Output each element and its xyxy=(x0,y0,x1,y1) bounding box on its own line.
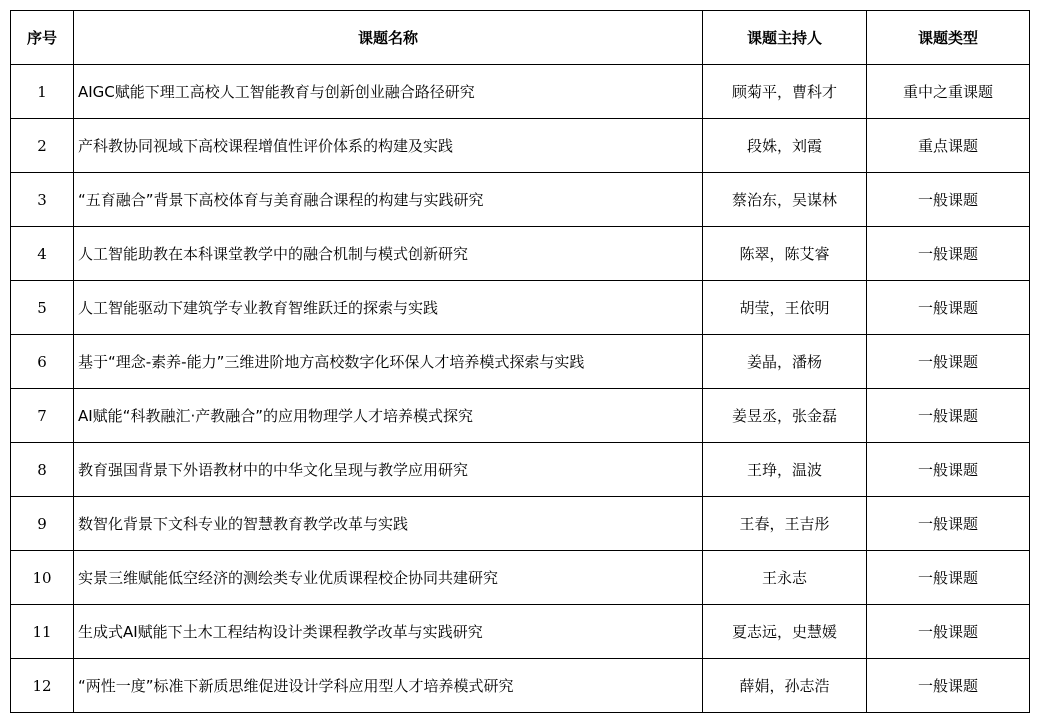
cell-host: 蔡治东，吴谋林 xyxy=(703,173,867,227)
cell-name: 生成式AI赋能下土木工程结构设计类课程教学改革与实践研究 xyxy=(74,605,703,659)
cell-name: AI赋能“科教融汇·产教融合”的应用物理学人才培养模式探究 xyxy=(74,389,703,443)
cell-type: 重点课题 xyxy=(867,119,1030,173)
cell-type: 一般课题 xyxy=(867,551,1030,605)
cell-no: 2 xyxy=(11,119,74,173)
cell-host: 姜昱丞，张金磊 xyxy=(703,389,867,443)
cell-name: 教育强国背景下外语教材中的中华文化呈现与教学应用研究 xyxy=(74,443,703,497)
cell-no: 4 xyxy=(11,227,74,281)
header-host: 课题主持人 xyxy=(703,11,867,65)
projects-table xyxy=(10,10,1030,713)
cell-no: 11 xyxy=(11,605,74,659)
cell-name: 基于“理念-素养-能力”三维进阶地方高校数字化环保人才培养模式探索与实践 xyxy=(74,335,703,389)
cell-name: 产科教协同视域下高校课程增值性评价体系的构建及实践 xyxy=(74,119,703,173)
table-row xyxy=(11,335,1030,389)
cell-host: 姜晶，潘杨 xyxy=(703,335,867,389)
table-row xyxy=(11,227,1030,281)
cell-type: 一般课题 xyxy=(867,497,1030,551)
cell-no: 1 xyxy=(11,65,74,119)
cell-name: “两性一度”标准下新质思维促进设计学科应用型人才培养模式研究 xyxy=(74,659,703,713)
table-row xyxy=(11,497,1030,551)
cell-host: 胡莹，王依明 xyxy=(703,281,867,335)
cell-host: 王永志 xyxy=(703,551,867,605)
cell-host: 薛娟，孙志浩 xyxy=(703,659,867,713)
cell-host: 王琤，温波 xyxy=(703,443,867,497)
table-row xyxy=(11,551,1030,605)
cell-type: 重中之重课题 xyxy=(867,65,1030,119)
cell-host: 顾菊平，曹科才 xyxy=(703,65,867,119)
table-row xyxy=(11,659,1030,713)
header-name: 课题名称 xyxy=(74,11,703,65)
table-row xyxy=(11,119,1030,173)
header-row xyxy=(11,11,1030,65)
cell-no: 10 xyxy=(11,551,74,605)
cell-no: 6 xyxy=(11,335,74,389)
cell-type: 一般课题 xyxy=(867,173,1030,227)
cell-name: “五育融合”背景下高校体育与美育融合课程的构建与实践研究 xyxy=(74,173,703,227)
cell-no: 12 xyxy=(11,659,74,713)
table-row xyxy=(11,65,1030,119)
cell-type: 一般课题 xyxy=(867,659,1030,713)
table-row xyxy=(11,173,1030,227)
header-no: 序号 xyxy=(11,11,74,65)
cell-host: 陈翠，陈艾睿 xyxy=(703,227,867,281)
cell-type: 一般课题 xyxy=(867,443,1030,497)
cell-type: 一般课题 xyxy=(867,389,1030,443)
cell-no: 7 xyxy=(11,389,74,443)
cell-host: 王春，王吉彤 xyxy=(703,497,867,551)
cell-type: 一般课题 xyxy=(867,605,1030,659)
table-row xyxy=(11,443,1030,497)
cell-no: 9 xyxy=(11,497,74,551)
cell-host: 段姝，刘霞 xyxy=(703,119,867,173)
table-row xyxy=(11,605,1030,659)
cell-no: 8 xyxy=(11,443,74,497)
cell-name: 实景三维赋能低空经济的测绘类专业优质课程校企协同共建研究 xyxy=(74,551,703,605)
table-row xyxy=(11,389,1030,443)
header-type: 课题类型 xyxy=(867,11,1030,65)
cell-name: AIGC赋能下理工高校人工智能教育与创新创业融合路径研究 xyxy=(74,65,703,119)
cell-name: 人工智能助教在本科课堂教学中的融合机制与模式创新研究 xyxy=(74,227,703,281)
cell-no: 3 xyxy=(11,173,74,227)
cell-host: 夏志远，史慧媛 xyxy=(703,605,867,659)
cell-type: 一般课题 xyxy=(867,227,1030,281)
cell-name: 数智化背景下文科专业的智慧教育教学改革与实践 xyxy=(74,497,703,551)
table-row xyxy=(11,281,1030,335)
cell-no: 5 xyxy=(11,281,74,335)
cell-name: 人工智能驱动下建筑学专业教育智维跃迁的探索与实践 xyxy=(74,281,703,335)
cell-type: 一般课题 xyxy=(867,281,1030,335)
cell-type: 一般课题 xyxy=(867,335,1030,389)
